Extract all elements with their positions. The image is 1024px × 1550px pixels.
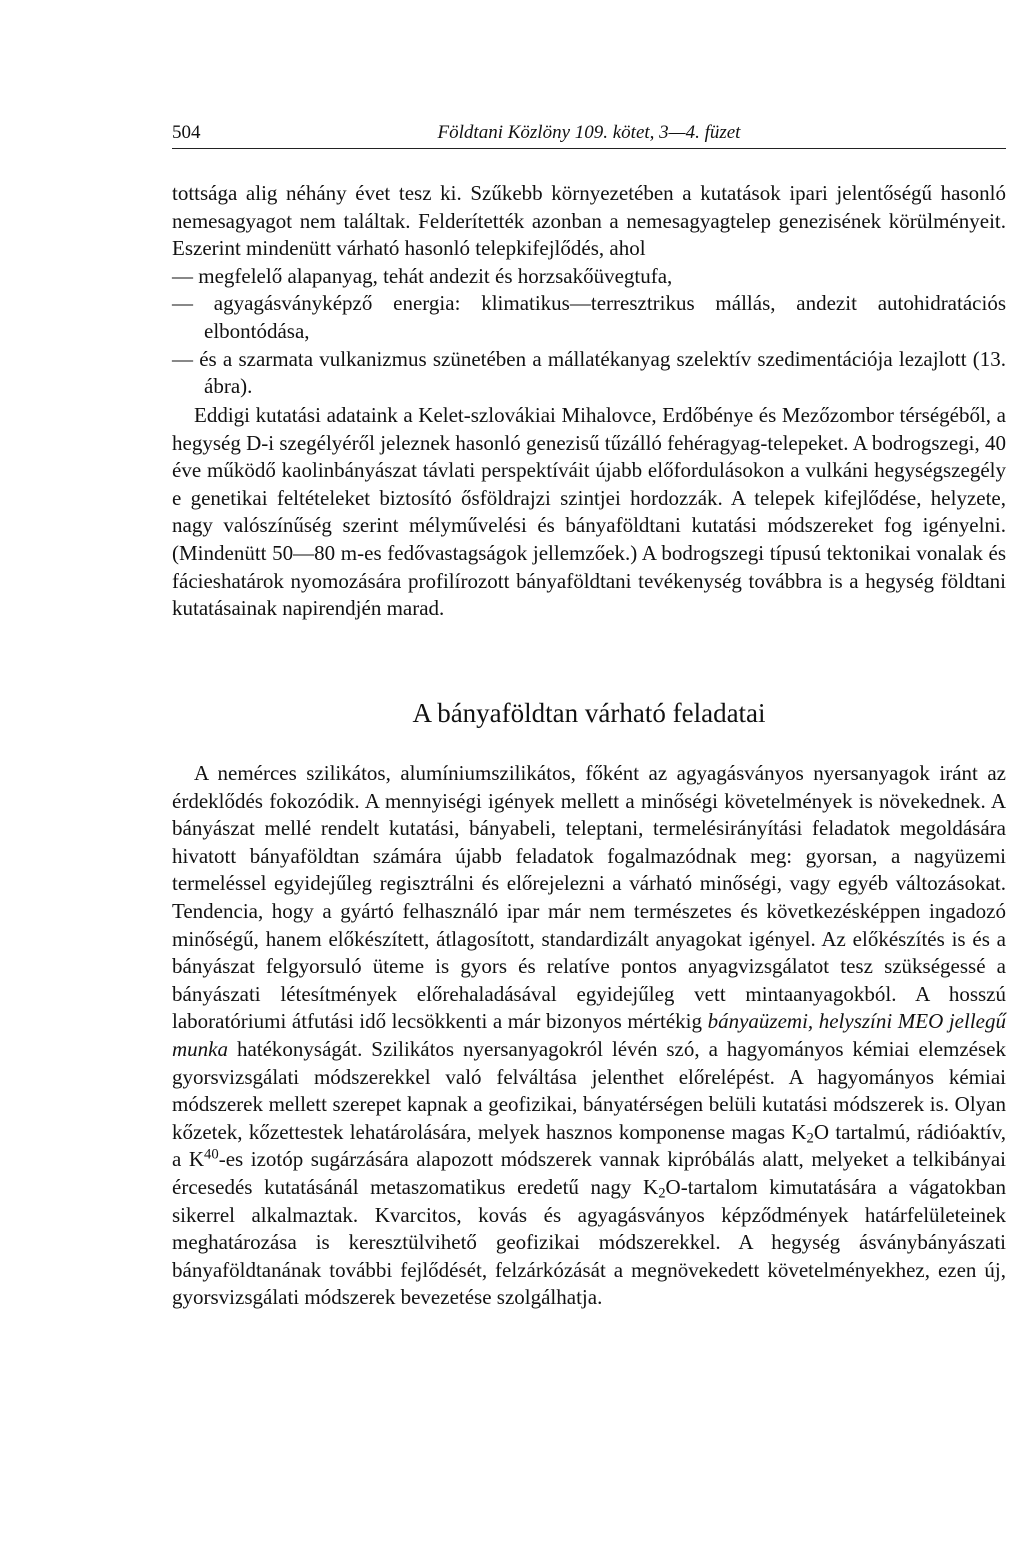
running-header bbox=[172, 118, 1006, 149]
section-text-a: A nemérces szilikátos, alumíniumszilikátos, főként az agyagásványos nyersanyagok iránt az érdeklődés fokozódik. A mennyiségi igények mellett a minőségi követelmények is növekednek. A bányászat mellé rendelt kutatási, bányabeli, teleptani, termelésirányítási feladatok megoldására hivatott bányaföldtan számára újabb feladatok fogalmazódnak meg: gyorsan, a nagyüzemi termeléssel egyidejűleg regisztrálni és előrejelezni a várható minőségi, vagy egyéb változásokat. Tendencia, hogy a gyártó felhasználó ipar már nem természetes és következésképpen ingadozó minőségű, hanem előkészített, átlagosított, standardizált anyagokat igényel. Az előkészítés is és a bányászat felgyorsuló üteme is gyors és relatíve pontos anyagvizsgálatot tesz szükségessé a bányászati létesítmények előrehaladásával egyidejűleg vett mintaanyagokból. A hosszú laboratóriumi átfutási idő lecsökkenti a már bizonyos mértékig bbox=[172, 761, 1006, 1034]
condition-item-2: — agyagásványképző energia: klimatikus—terresztrikus mállás, andezit autohidratációs elbontódása, bbox=[172, 291, 1006, 343]
research-block bbox=[172, 402, 1006, 623]
section-text-f: O-tartalom kimutatására a vágatokban sikerrel alkalmaztak. Kvarcitos, kovás és agyagásványos képződmények határfelületeinek meghatározása is keresztülvihető geofizikai módszerekkel. A hegység ásványbányászati bányaföldtanának további fejlődését, felzárkózását a megnövekedett követelményekhez, ezen új, gyorsvizsgálati módszerek bevezetése szolgálhatja. bbox=[172, 1174, 1006, 1310]
page-number: 504 bbox=[172, 122, 201, 143]
section-body bbox=[172, 760, 1006, 1312]
journal-title: Földtani Közlöny 109. kötet, 3—4. füzet bbox=[437, 122, 741, 143]
section-text-c: hatékonyságát. Szilikátos nyersanyagokról lévén szó, a hagyományos kémiai elemzések gyorsvizsgálati módszerekkel való felváltása jelenthet előrelépést. A hagyományos kémiai módszerek mellett szerepet kapnak a geofizikai, bányatérségen belüli kutatási módszerek is. Olyan kőzetek, kőzettestek lehatárolására, melyek hasznos komponense magas K bbox=[172, 1036, 1006, 1144]
superscript-40: 40 bbox=[204, 1146, 219, 1163]
subscript-2b: 2 bbox=[658, 1185, 666, 1202]
subscript-2: 2 bbox=[806, 1130, 814, 1147]
intro-block bbox=[172, 180, 1006, 401]
section-heading: A bányaföldtan várható feladatai bbox=[412, 698, 766, 728]
emphasis-text: bányaüzemi, helyszíni MEO jellegű munka bbox=[172, 1009, 1006, 1061]
research-paragraph: Eddigi kutatási adataink a Kelet-szlovákiai Mihalovce, Erdőbénye és Mezőzombor térségéből, a hegység D-i szegélyéről jeleznek hasonló genezisű tűzálló fehéragyag-telepeket. A bodrogszegi, 40 éve működő kaolinbányászat távlati perspektíváit újabb előfordulásokon a vulkáni hegységszegély e genetikai feltételeket biztosító ősföldrajzi szintjei hordozzák. A telepek kifejlődése, helyzete, nagy valószínűség szerint mélyművelési és bányaföldtani kutatási módszereket fog igényelni. (Mindenütt 50—80 m-es fedővastagságok jellemzőek.) A bodrogszegi típusú tektonikai vonalak és fácieshatárok nyomozására profilírozott bányaföldtani tevékenység továbbra is a hegység földtani kutatásainak napirendjén marad. bbox=[172, 403, 1006, 621]
section-text-d: O tartalmú, rádióaktív, a K bbox=[172, 1119, 1006, 1172]
section-paragraph bbox=[172, 760, 1006, 1312]
section-text-e: -es izotóp sugárzására alapozott módszerek vannak kipróbálás alatt, melyeket a telkibányai ércesedés kutatásánál metaszomatikus eredetű nagy K bbox=[172, 1147, 1006, 1199]
condition-item-3: — és a szarmata vulkanizmus szünetében a mállatékanyag szelektív szedimentációja lezajlott (13. ábra). bbox=[172, 346, 1006, 399]
condition-item-1: — megfelelő alapanyag, tehát andezit és horzsakőüvegtufa, bbox=[172, 263, 673, 288]
intro-paragraph: tottsága alig néhány évet tesz ki. Szűkebb környezetében a kutatások ipari jelentőségű hasonló nemesagyagot nem találtak. Felderítették azonban a nemesagyagtelep genezisének körülményeit. Eszerint mindenütt várható hasonló telepkifejlődés, ahol bbox=[172, 181, 1006, 261]
